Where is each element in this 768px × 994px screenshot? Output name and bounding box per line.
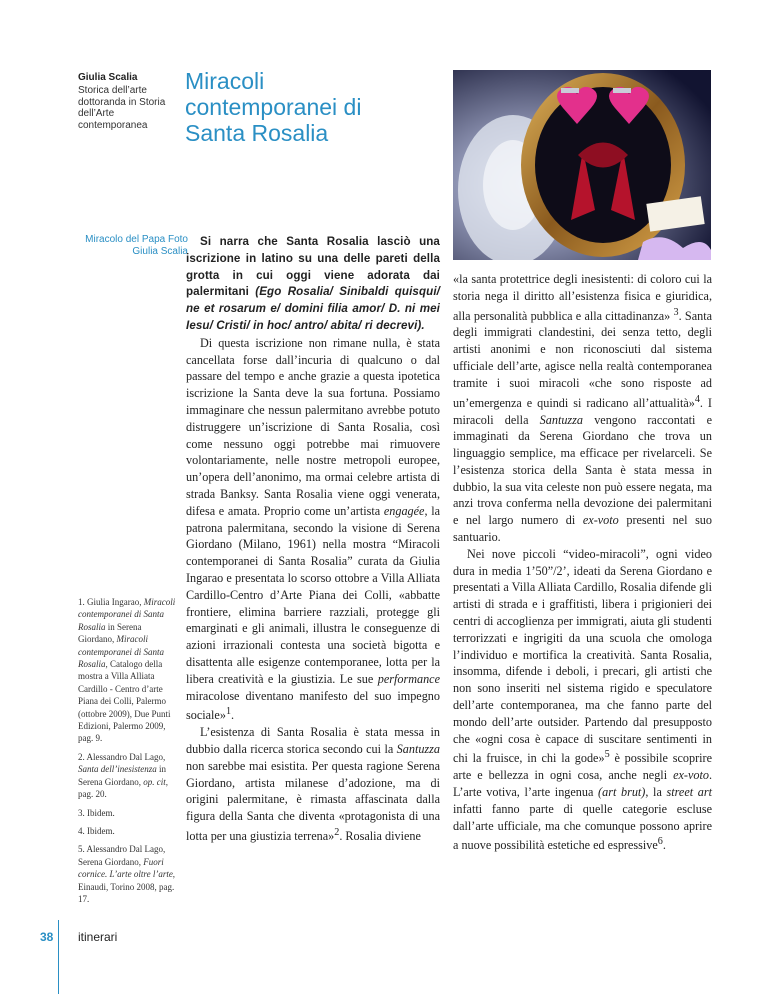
paragraph-text: vengono raccontati e immaginati da Serena Giordano che trova un linguaggio semplice, ma efficace per rivelarceli. Se l’esistenza storica della Santa è stata messa in dubbio, la sua vita celeste non può essere negata, ma anzi trova conferma nella devozione dei palermitani e nel largo numero di [453,412,712,528]
footer-divider [58,920,59,994]
footnote-4 [78,825,178,837]
footnote-text: pag. 20. [78,789,107,800]
emphasis: engagée [383,503,425,518]
paragraph-text: è possibile scoprire arte e bellezza in ogni cosa, anche negli [453,751,713,783]
paragraph-text: . Rosalia diviene [339,829,421,844]
emphasis: ex-voto [582,513,619,528]
footnote-title: Miracoli contemporanei di Santa Rosalia, [78,634,164,670]
article-photo [453,70,711,260]
lead-text: Si narra che Santa Rosalia lasciò una iscrizione in latino su una delle pareti della grotta in cui oggi viene adorata dai palermitani [186,235,440,299]
page-number: 38 [40,930,54,944]
paragraph-text: infatti fanno parte di quelle categorie escluse dall’arte ufficiale, ma che comunque possono aprire a nuove possibilità estetiche ed espressive [453,801,712,853]
footnote-number: 3. [78,807,85,818]
footnote-text: Alessandro Dal Lago, [86,751,166,762]
footnote-ref: 4 [694,393,700,405]
paragraph-text: non sarebbe mai esistita. Per questa ragione Serena Giordano, artista milanese d’adozione, ma di origini palermitane, è rimasta affascinata dalla figura della Santa che diventa «protagonista di una lotta per una giustizia terrena» [186,758,440,844]
footnote-text: Catalogo della mostra a Villa Alliata Cardillo - Centro d’arte Piana dei Colli, Palermo (ottobre 2009), Due Punti Edizioni, Palermo 2009, pag. 9. [78,659,171,744]
paragraph-text: Di questa iscrizione non rimane nulla, è stata cancellata forse dall’incuria di qualcuno o dal passare del tempo e anche grazie a questa ipotetica iscrizione la Santa deve la sua fortuna. Possiamo immaginare che nessun palermitano avrebbe potuto distruggere un’iscrizione di Santa Rosalia, così come nessuno oggi potrebbe mai rimuovere volontariamente, nelle nostre metropoli europee, un’opera dell’anonimo, ma ormai celebre artista di strada Banksy. Santa Rosalia viene oggi venerata, difesa e amata. Proprio come un’artista [186,335,440,518]
paragraph [186,724,440,845]
footnote-text: Ibidem. [87,825,115,836]
paragraph-text: , la [645,785,662,800]
footnote-title: Santa dell’inesistenza [78,764,157,775]
footnote-ref: 2 [334,826,340,838]
footnote-text: Alessandro Dal Lago, Serena Giordano, [78,844,166,867]
footnote-ref: 6 [657,836,663,848]
body-column-1 [186,234,440,845]
paragraph-text: miracolose diventano manifesto del suo impegno sociale» [186,688,440,723]
footnote-number: 1. [78,597,85,607]
footnote-text: Ibidem. [87,807,115,818]
footnote-1 [78,596,178,745]
emphasis: performance [377,671,440,686]
author-role: Storica dell’arte dottoranda in Storia dell’Arte contemporanea [78,85,166,131]
paragraph-text: L’esistenza di Santa Rosalia è stata messa in dubbio dalla ricerca storica secondo cui la [186,725,440,756]
paragraph [453,271,712,546]
footnote-title: Fuori cornice. L’arte oltre l’arte, [78,856,176,880]
body-column-2 [453,271,712,854]
footnote-text: in Serena Giordano, [78,621,142,645]
emphasis: Santuzza [539,412,584,427]
photo-caption: Miracolo del Papa Foto Giulia Scalia [85,234,188,257]
footnote-title: Miracoli contemporanei di Santa Rosalia [78,597,176,632]
footnote-ref: 5 [604,749,610,761]
footnote-text: in Serena Giordano, [78,764,167,787]
paragraph-text: . [662,838,666,853]
paragraph-text: . Santa degli immigrati clandestini, dei senza tetto, degli artisti anonimi e non riconosciuti dal sistema ufficiale dell’arte, agisce nella realtà contemporanea tramite i suoi miracoli «che sono risposte ad un’emergenza e quindi si radicano all’attualità» [453,308,713,410]
magazine-name: itinerari [78,930,118,944]
paragraph-text: «la santa protettrice degli inesistenti: di coloro cui la storia nega il diritto all’esistenza fisica e giuridica, alla personalità pubblica e alla cittadinanza» [453,272,712,323]
footnote-title: op. cit, [143,776,168,787]
paragraph-text: . L’arte votiva, l’arte ingenua [453,768,712,800]
footnote-ref: 1 [225,706,232,718]
footnote-3 [78,807,178,819]
lead-quote: (Ego Rosalia/ Sinibaldi quisqui/ ne et rosarum e/ domini filia amor/ D. ni mei Iesu/ Cristi/ in hoc/ antro/ abita/ ri decrevi). [186,285,440,332]
miracolo-del-papa-image [453,70,711,260]
paragraph-text: . I miracoli della [453,395,712,427]
footnote-2 [78,751,178,801]
footnote-ref: 3 [673,306,679,318]
paragraph [186,335,440,724]
footnote-text: Giulia Ingarao, [87,597,142,607]
emphasis: ex-voto [673,768,709,783]
footnotes [78,596,178,911]
lead-paragraph [186,234,440,335]
paragraph-text: Nei nove piccoli “video-miracoli”, ogni video dura in media 1’50”/2’, ideati da Serena Giordano e presentati a Villa Alliata Cardillo, Rosalia difende gli artisti di strada e i graffitisti, libera i prigionieri dei centri di accoglienza per immigrati, aiuta gli studenti terrorizzati e ingrigiti da una scuola che omologa l’individuo e mortifica la creatività. Santa Rosalia, insomma, difende i deboli, i precari, gli artisti che non sono inseriti nel sistema rigido e speculatore dell’arte contemporanea, ma che fanno parte del mondo dell’arte outsider. Partendo dal presupposto che «ogni cosa è capace di suscitare sentimenti in chi la fruisce, in chi la gode» [453,546,712,766]
footnote-number: 5. [78,844,85,855]
paragraph-text: . [231,708,235,723]
paragraph [453,546,712,854]
footnote-5 [78,843,178,905]
article-title: Miracoli contemporanei di Santa Rosalia [185,68,362,146]
author-name: Giulia Scalia [78,72,138,83]
footnote-text: Einaudi, Torino 2008, pag. 17. [78,881,175,904]
emphasis: street art [666,785,713,800]
emphasis: Santuzza [396,741,441,756]
footnote-number: 4. [78,825,85,836]
paragraph-text: presenti nel suo santuario. [453,513,712,545]
paragraph-text: , la patrona palermitana, secondo la visione di Serena Giordano (Milano, 1961) nella mostra “Miracoli contemporanei di Santa Rosalia” curata da Giulia Ingarao e presentata lo scorso ottobre a Villa Alliata Cardillo-Centro d’Arte Piana dei Colli, «abbatte frontiere, elimina barriere razziali, protegge gli emarginati e gli animali, illustra le conseguenze di azioni irrazionali contesta una società bigotta e disattenta alle esigenze contemporanee, lotta per la libera creatività e la giustizia. Le sue [186,503,440,686]
footnote-number: 2. [78,751,85,762]
emphasis: (art brut) [598,785,646,800]
